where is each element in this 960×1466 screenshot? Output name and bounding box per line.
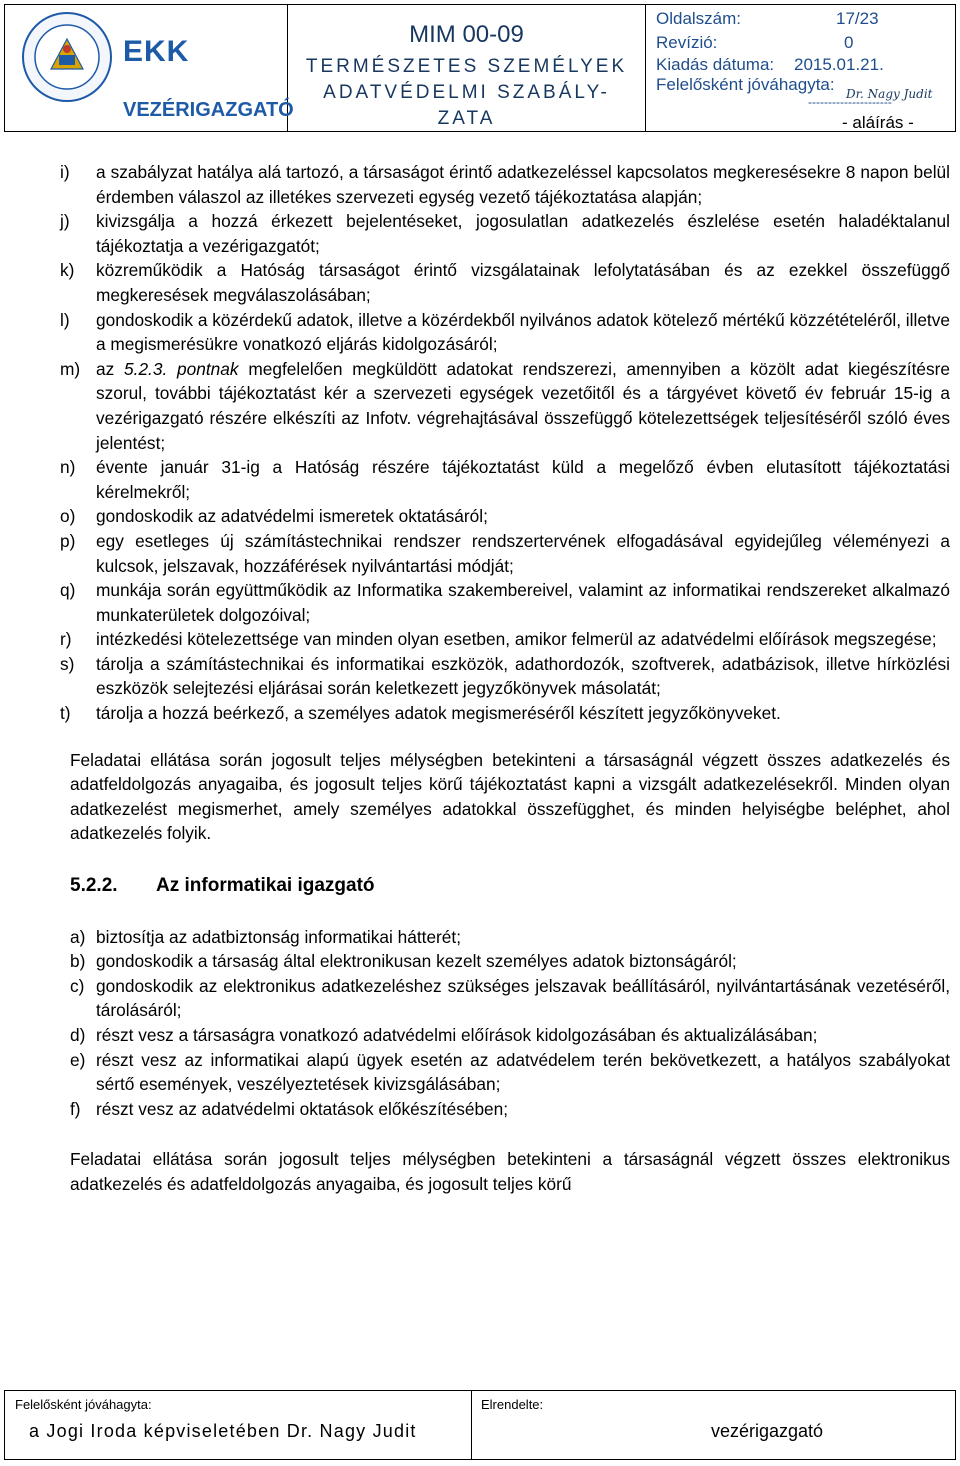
issue-date-row bbox=[656, 55, 884, 75]
list-item: t) tárolja a hozzá beérkező, a személyes adatok megismeréséről készített jegyzőkönyveket. bbox=[60, 703, 781, 724]
section-reference: 5.2.3. pontnak bbox=[124, 358, 239, 379]
revision-value: 0 bbox=[844, 33, 854, 52]
issue-date-label: Kiadás dátuma: bbox=[656, 55, 775, 74]
page-number-value: 17/23 bbox=[836, 9, 879, 28]
page-number-label: Oldalszám: bbox=[656, 9, 742, 28]
footer-ordered-value: vezérigazgató bbox=[711, 1421, 824, 1441]
document-title-line-3: ZATA bbox=[437, 108, 496, 129]
list-item: q) munkája során együttműködik az Informatika szakembereivel, valamint az informatikai rendszereket alkalmazó munkaterületek dolgozóival; bbox=[60, 580, 950, 625]
handwritten-signature: Dr. Nagy Judit bbox=[846, 87, 933, 101]
section-heading bbox=[60, 874, 950, 899]
document-title-line-1: TERMÉSZETES SZEMÉLYEK bbox=[305, 56, 628, 77]
list-item: l) gondoskodik a közérdekű adatok, illetve a közérdekből nyilvános adatok kötelező mértékű közzétételéről, illetve a megismerésükre vonatkozó eljárás kidolgozásáról; bbox=[60, 309, 950, 355]
list-item: i) a szabályzat hatálya alá tartozó, a társaságot érintő adatkezeléssel kapcsolatos megkeresésekre 8 napon belül érdemben válaszol az illetékes szervezeti egység vezető tájékoztatása alapján; bbox=[60, 162, 950, 207]
list-item: b) gondoskodik a társaság által elektronikusan kezelt személyes adatok biztonságáról; bbox=[70, 951, 737, 972]
duties-list bbox=[60, 160, 950, 726]
footer-order-cell bbox=[471, 1391, 955, 1459]
list-item: e) részt vesz az informatikai alapú ügyek esetén az adatvédelem terén bekövetkezett, a hatályos szabályokat sértő események, veszélyeztetések kivizsgálásában; bbox=[70, 1049, 950, 1095]
brand-subtitle: VEZÉRIGAZGATÓ bbox=[123, 99, 294, 121]
paragraph: Feladatai ellátása során jogosult teljes mélységben betekinteni a társaságnál végzett összes elektronikus adatkezelés és adatfeldolgozás anyagaiba, és jogosult teljes körű bbox=[70, 1149, 950, 1194]
document-body bbox=[60, 160, 950, 1197]
it-director-duties-list bbox=[60, 925, 950, 1122]
list-item: k) közreműködik a Hatóság társaságot érintő vizsgálatainak lefolytatásában és az ezekkel összefüggő megkeresések megválaszolásában; bbox=[60, 260, 950, 305]
footer-approved-value: a Jogi Iroda képviseletében Dr. Nagy Judit bbox=[29, 1421, 417, 1441]
logo-cell bbox=[5, 5, 294, 131]
list-item: r) intézkedési kötelezettsége van minden olyan esetben, amikor felmerül az adatvédelmi előírások megszegése; bbox=[60, 629, 937, 650]
revision-label: Revízió: bbox=[656, 33, 718, 52]
signature-line: --------------------- bbox=[808, 95, 892, 109]
paragraph: Feladatai ellátása során jogosult teljes mélységben betekinteni a társaságnál végzett összes adatkezelés és adatfeldolgozás anyagaiba, és jogosult teljes körű tájékoztatást kapni a vizsgált adatkezelésekről. Minden olyan adatkezelést megismerhet, amely személyes adatokkal összefügghet, és minden helyiségbe beléphet, ahol adatkezelés folyik. bbox=[70, 749, 950, 844]
title-cell bbox=[288, 5, 646, 131]
list-item: c) gondoskodik az elektronikus adatkezeléshez szükséges jelszavak beállításáról, nyilvántartásának vezetéséről, tárolásáról; bbox=[70, 975, 950, 1021]
list-item: m) az 5.2.3. pontnak megfelelően megküldött adatokat rendszerezi, amennyiben a közölt adat kiegészítésre szorul, további tájékoztatást kér a szervezeti egységek vezetőitől és a tárgyévet követő év február 15-ig a vezérigazgató részére elkészíti az Infotv. végrehajtásával összefüggő kötelezettségek teljesítéséről szóló éves jelentést; bbox=[60, 358, 950, 453]
list-item: p) egy esetleges új számítástechnikai rendszer rendszertervének elfogadásával egyidejűleg véleményezi a kulcsok, jelszavak, hozzáférések nyilvántartási módját; bbox=[60, 530, 950, 576]
list-item: j) kivizsgálja a hozzá érkezett bejelentéseket, jogosulatlan adatkezelés észlelése esetén haladéktalanul tájékoztatja a vezérigazgatót; bbox=[60, 211, 950, 256]
document-code: MIM 00-09 bbox=[409, 21, 524, 48]
section-title: Az informatikai igazgató bbox=[156, 875, 375, 897]
list-item: a) biztosítja az adatbiztonság informatikai hátterét; bbox=[70, 926, 462, 947]
page-number-row bbox=[656, 9, 879, 29]
footer-ordered-label: Elrendelte: bbox=[481, 1397, 544, 1412]
footer-approval-cell bbox=[5, 1391, 472, 1459]
list-item: s) tárolja a számítástechnikai és informatikai eszközök, adathordozók, szoftverek, adatbázisok, illetve hírközlési eszközök selejtezési eljárásai során keletkezett jegyzőkönyvek másolatát; bbox=[60, 653, 950, 699]
signature-label: - aláírás - bbox=[842, 113, 914, 132]
approved-by-label: Felelősként jóváhagyta: bbox=[656, 75, 835, 94]
document-footer bbox=[4, 1390, 956, 1460]
list-item: o) gondoskodik az adatvédelmi ismeretek oktatásáról; bbox=[60, 506, 488, 527]
meta-cell bbox=[646, 5, 955, 131]
list-item: f) részt vesz az adatvédelmi oktatások előkészítésében; bbox=[70, 1098, 509, 1119]
company-seal-icon bbox=[21, 11, 113, 103]
section-number: 5.2.2. bbox=[70, 875, 118, 897]
document-title-line-2: ADATVÉDELMI SZABÁLY- bbox=[323, 82, 610, 103]
list-item: n) évente január 31-ig a Hatóság részére tájékoztatást küld a megelőző évben elutasított tájékoztatási kérelmekről; bbox=[60, 457, 950, 502]
brand-logo: EKK bbox=[123, 35, 190, 68]
footer-approved-label: Felelősként jóváhagyta: bbox=[15, 1397, 152, 1412]
issue-date-value: 2015.01.21. bbox=[794, 55, 884, 74]
revision-row bbox=[656, 33, 854, 53]
document-header bbox=[4, 4, 956, 132]
list-item: d) részt vesz a társaságra vonatkozó adatvédelmi előírások kidolgozásában és aktualizálásában; bbox=[70, 1025, 818, 1045]
